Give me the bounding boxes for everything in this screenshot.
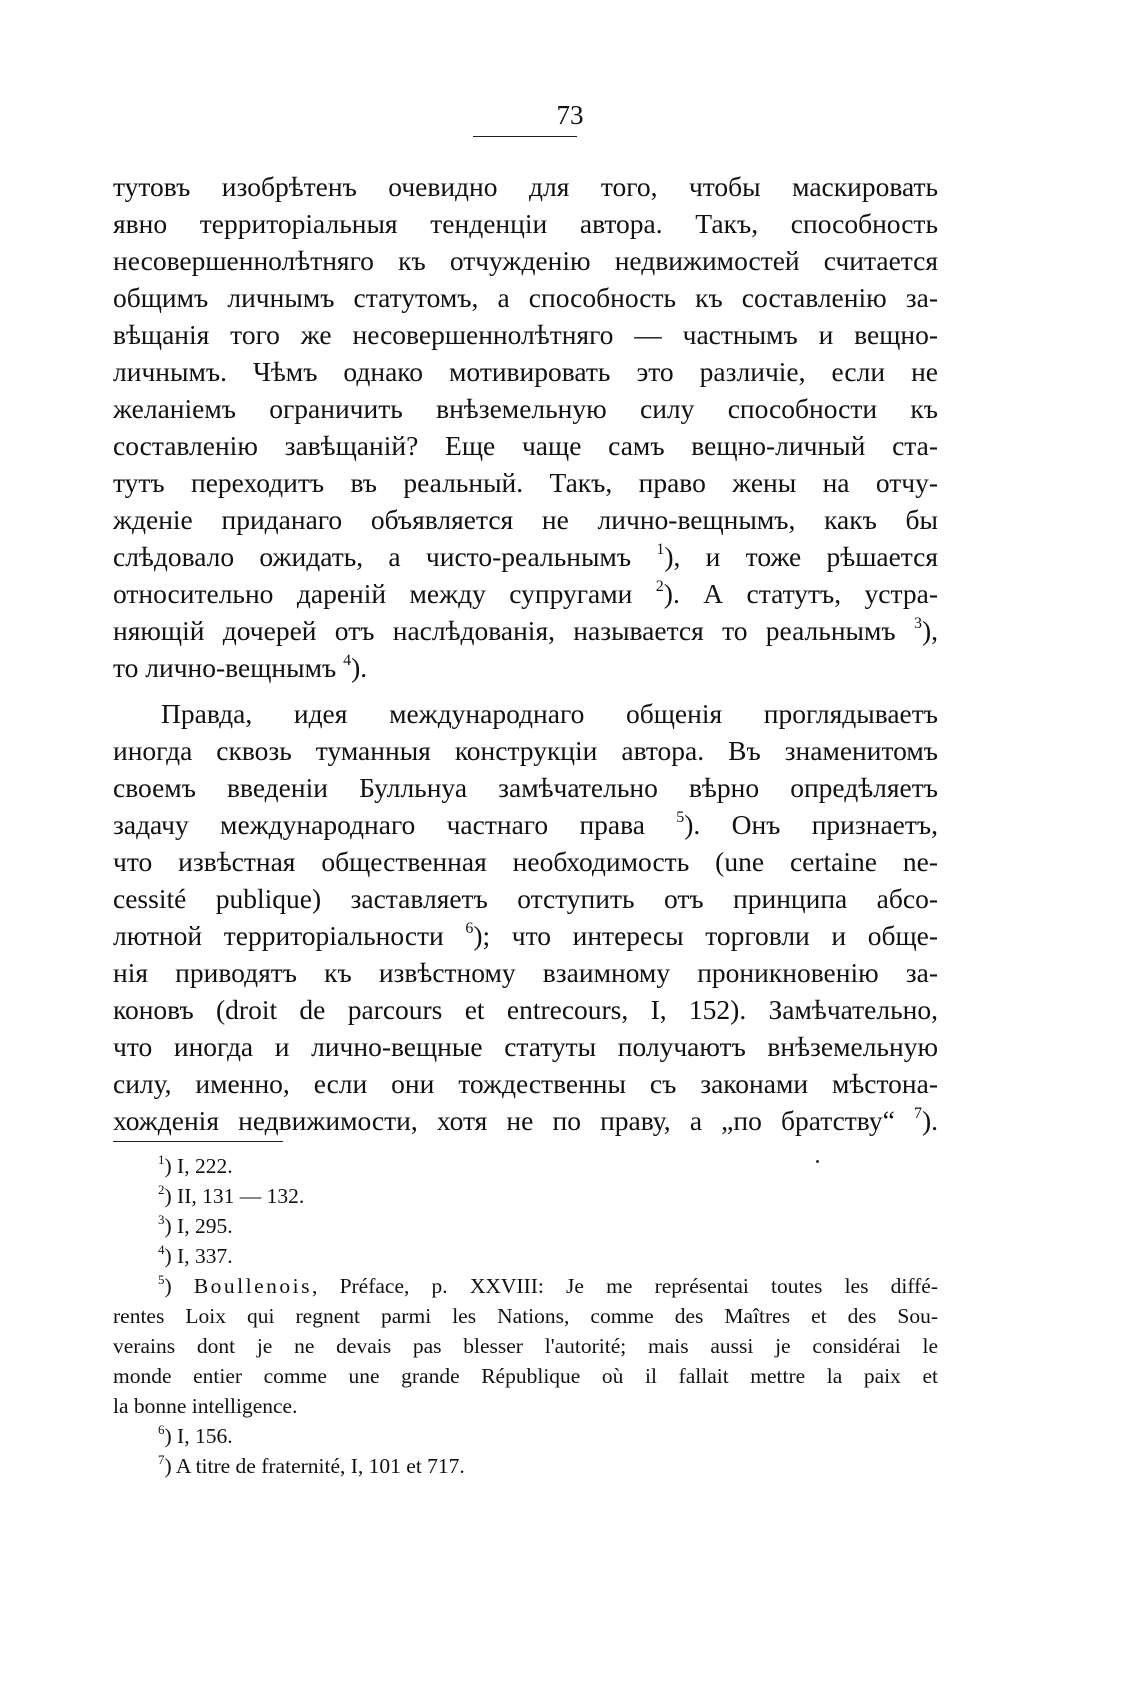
- body-line: [113, 769, 938, 806]
- body-line: [113, 538, 938, 575]
- footnote-marker: 5: [676, 809, 685, 826]
- text-segment: ): [164, 1274, 194, 1298]
- text-segment: силу, именно, если они тождественны съ законами мѣстона-: [113, 1068, 938, 1099]
- body-line: [113, 242, 938, 279]
- text-segment: иногда сквозь туманныя конструкціи автора. Въ знаменитомъ: [113, 735, 938, 766]
- footnote-marker: 3: [913, 615, 922, 632]
- text-segment: monde entier comme une grande République où il fallait mettre la paix et: [113, 1364, 938, 1388]
- footnote-marker: 6: [158, 1422, 165, 1437]
- footnote-separator: [113, 1141, 283, 1142]
- page-number-rule: [473, 136, 577, 137]
- text-segment: явно территоріальныя тенденціи автора. Такъ, способность: [113, 208, 938, 239]
- footnote-marker: 2: [158, 1182, 165, 1197]
- text-segment: относительно дареній между супругами: [113, 578, 656, 609]
- text-segment: , Préface, p. XXVIII: Je me représentai toutes les diffé-: [312, 1274, 938, 1298]
- text-segment: ).: [351, 652, 368, 683]
- footnote-marker: 1: [656, 541, 665, 558]
- body-line: [113, 843, 938, 880]
- text-segment: ) I, 222.: [164, 1154, 233, 1178]
- footnote-marker: 2: [655, 578, 664, 595]
- text-segment: ) I, 337.: [164, 1244, 233, 1268]
- text-segment: что иногда и лично-вещные статуты получаютъ внѣземельную: [113, 1031, 938, 1062]
- body-line: [113, 954, 938, 991]
- body-line: [113, 575, 938, 612]
- text-segment: то лично-вещнымъ: [113, 652, 344, 683]
- footnote-marker: 6: [465, 920, 474, 937]
- body-line: [113, 917, 938, 954]
- body-line: [113, 205, 938, 242]
- text-segment: ).: [921, 1105, 938, 1136]
- text-segment: слѣдовало ожидать, а чисто-реальнымъ: [113, 541, 657, 572]
- body-line: [113, 806, 938, 843]
- body-line: [113, 501, 938, 538]
- body-line: [113, 612, 938, 649]
- body-line: [113, 353, 938, 390]
- text-segment: ). Онъ признаетъ,: [684, 809, 939, 840]
- body-line: [113, 390, 938, 427]
- text-segment: коновъ (droit de parcours et entrecours, I, 152). Замѣчательно,: [113, 994, 938, 1025]
- footnotes: [113, 1151, 938, 1481]
- text-segment: лютной территоріальности: [113, 920, 466, 951]
- body-line: [113, 649, 938, 686]
- text-segment: verains dont je ne devais pas blesser l'autorité; mais aussi je considérai le: [113, 1334, 938, 1358]
- body-line: [113, 880, 938, 917]
- text-segment: Правда, идея международнаго общенія проглядываетъ: [161, 698, 938, 729]
- footnote-line: [113, 1301, 938, 1331]
- footnote-marker: 7: [913, 1105, 922, 1122]
- text-segment: ); что интересы торговли и обще-: [473, 920, 938, 951]
- text-segment: желаніемъ ограничить внѣземельную силу способности къ: [113, 393, 938, 424]
- text-segment: составленію завѣщаній? Еще чаще самъ вещно-личный ста-: [113, 430, 938, 461]
- footnote-line: [113, 1331, 938, 1361]
- footnote-marker: 1: [158, 1152, 165, 1167]
- main-text: [113, 168, 938, 1139]
- footnote-line: [113, 1271, 938, 1301]
- text-segment: ) II, 131 — 132.: [164, 1184, 305, 1208]
- text-segment: тутъ переходитъ въ реальный. Такъ, право жены на отчу-: [113, 467, 938, 498]
- text-segment: ). А статутъ, устра-: [663, 578, 938, 609]
- body-line: [113, 695, 938, 732]
- text-segment: что извѣстная общественная необходимость (une certaine ne-: [113, 846, 938, 877]
- text-segment: тутовъ изобрѣтенъ очевидно для того, чтобы маскировать: [113, 171, 938, 202]
- body-line: [113, 1102, 938, 1139]
- text-segment: ) A titre de fraternité, I, 101 et 717.: [164, 1454, 465, 1478]
- text-segment: няющій дочерей отъ наслѣдованія, называется то реальнымъ: [113, 615, 914, 646]
- text-segment: жденіе приданаго объявляется не лично-вещнымъ, какъ бы: [113, 504, 938, 535]
- author-name: Boullenois: [193, 1274, 313, 1298]
- text-segment: общимъ личнымъ статутомъ, а способность къ составленію за-: [113, 282, 938, 313]
- footnote-marker: 4: [158, 1242, 165, 1257]
- text-segment: несовершеннолѣтняго къ отчужденію недвижимостей считается: [113, 245, 938, 276]
- text-segment: la bonne intelligence.: [113, 1394, 298, 1418]
- body-line: [113, 1065, 938, 1102]
- footnote-line: [113, 1211, 938, 1241]
- body-line: [113, 1028, 938, 1065]
- text-segment: rentes Loix qui regnent parmi les Nations, comme des Maîtres et des Sou-: [113, 1304, 938, 1328]
- body-line: [113, 464, 938, 501]
- footnote-line: [113, 1421, 938, 1451]
- footnote-line: [113, 1451, 938, 1481]
- footnote-line: [113, 1241, 938, 1271]
- text-segment: своемъ введеніи Булльнуа замѣчательно вѣрно опредѣляетъ: [113, 772, 938, 803]
- text-segment: вѣщанія того же несовершеннолѣтняго — частнымъ и вещно-: [113, 319, 938, 350]
- footnote-marker: 5: [158, 1272, 165, 1287]
- text-segment: нія приводятъ къ извѣстному взаимному проникновенію за-: [113, 957, 938, 988]
- text-segment: хожденія недвижимости, хотя не по праву, а „по братству“: [113, 1105, 914, 1136]
- body-line: [113, 427, 938, 464]
- footnote-marker: 7: [158, 1452, 165, 1467]
- text-segment: ) I, 156.: [164, 1424, 233, 1448]
- footnote-line: [113, 1391, 938, 1421]
- text-segment: cessité publique) заставляетъ отступить отъ принципа абсо-: [113, 883, 938, 914]
- footnote-line: [113, 1151, 938, 1181]
- body-line: [113, 316, 938, 353]
- footnote-marker: 4: [343, 652, 352, 669]
- footnote-line: [113, 1361, 938, 1391]
- footnote-marker: 3: [158, 1212, 165, 1227]
- body-line: [113, 991, 938, 1028]
- body-line: [113, 732, 938, 769]
- text-segment: ) I, 295.: [164, 1214, 233, 1238]
- body-line: [113, 168, 938, 205]
- text-segment: личнымъ. Чѣмъ однако мотивировать это различіе, если не: [113, 356, 938, 387]
- body-line: [113, 279, 938, 316]
- text-segment: ),: [921, 615, 938, 646]
- page-number: 73: [556, 100, 584, 130]
- text-segment: ), и тоже рѣшается: [664, 541, 938, 572]
- footnote-line: [113, 1181, 938, 1211]
- text-segment: задачу международнаго частнаго права: [113, 809, 677, 840]
